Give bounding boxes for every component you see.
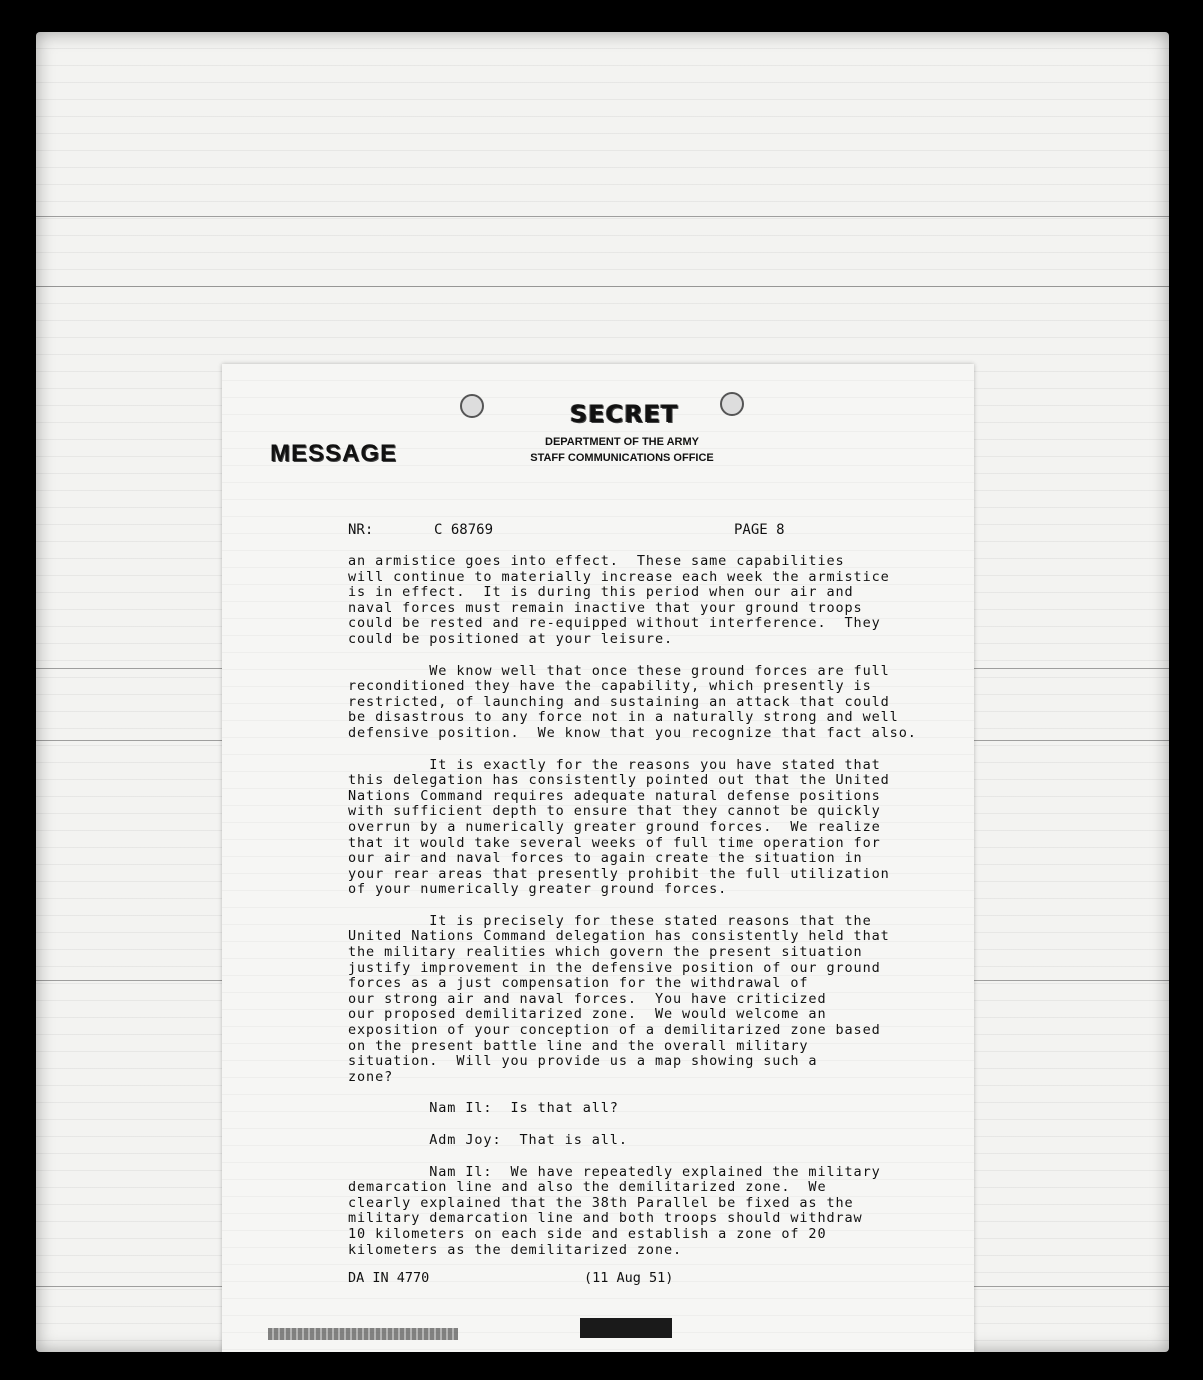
department-name: DEPARTMENT OF THE ARMY [545, 436, 699, 448]
paragraph: It is precisely for these stated reasons that the United Nations Command delegation has consistently held that the military realities which govern the present situation justify improvement in the defensive position of our ground forces as a just compensation for the withdrawal of our strong air and naval forces. You have criticized our proposed demilitarized zone. We would welcome an exposition of your conception of a demilitarized zone based on the present battle line and the overall military situation. Will you provide us a map showing such a zone? [348, 912, 890, 1085]
paragraph: We know well that once these ground forces are full reconditioned they have the capability, which presently is restricted, of launching and sustaining an attack that could be disastrous to any force not in a naturally strong and well defensive position. We know that you recognize that fact also. [348, 662, 917, 741]
in-number: DA IN 4770 [348, 1270, 430, 1286]
paragraph: an armistice goes into effect. These same capabilities will continue to materially increase each week the armistice is in effect. It is during this period when our air and naval forces must remain inactive that your ground troops could be rested and re-equipped without interference. They could be positioned at your leisure. [348, 553, 890, 647]
message-body [348, 554, 958, 1258]
message-date: (11 Aug 51) [584, 1270, 674, 1286]
form-number-mark [268, 1328, 458, 1340]
message-form-label: MESSAGE [270, 440, 398, 467]
paragraph: It is exactly for the reasons you have stated that this delegation has consistently pointed out that the United Nations Command requires adequate natural defense positions with sufficient depth to ensure that they cannot be quickly overrun by a numerically greater ground forces. We realize that it would take several weeks of full time operation for our air and naval forces to again create the situation in your rear areas that presently prohibit the full utilization of your numerically greater ground forces. [348, 756, 890, 898]
message-page [222, 364, 974, 1352]
paragraph: Adm Joy: That is all. [348, 1132, 628, 1148]
bottom-classification-stamp [580, 1318, 672, 1338]
office-name: STAFF COMMUNICATIONS OFFICE [530, 452, 714, 464]
nr-value: C 68769 [434, 522, 494, 538]
paragraph: Nam Il: We have repeatedly explained the military demarcation line and also the demilitarized zone. We clearly explained that the 38th Parallel be fixed as the military demarcation line and both troops should withdraw 10 kilometers on each side and establish a zone of 20 kilometers as the demilitarized zone. [348, 1163, 881, 1258]
nr-label: NR: [348, 522, 374, 538]
punch-hole [720, 392, 744, 416]
page-number: PAGE 8 [734, 522, 785, 538]
punch-hole [460, 394, 484, 418]
classification-stamp: SECRET [570, 400, 679, 428]
paragraph: Nam Il: Is that all? [348, 1100, 619, 1117]
department-header [522, 434, 722, 466]
